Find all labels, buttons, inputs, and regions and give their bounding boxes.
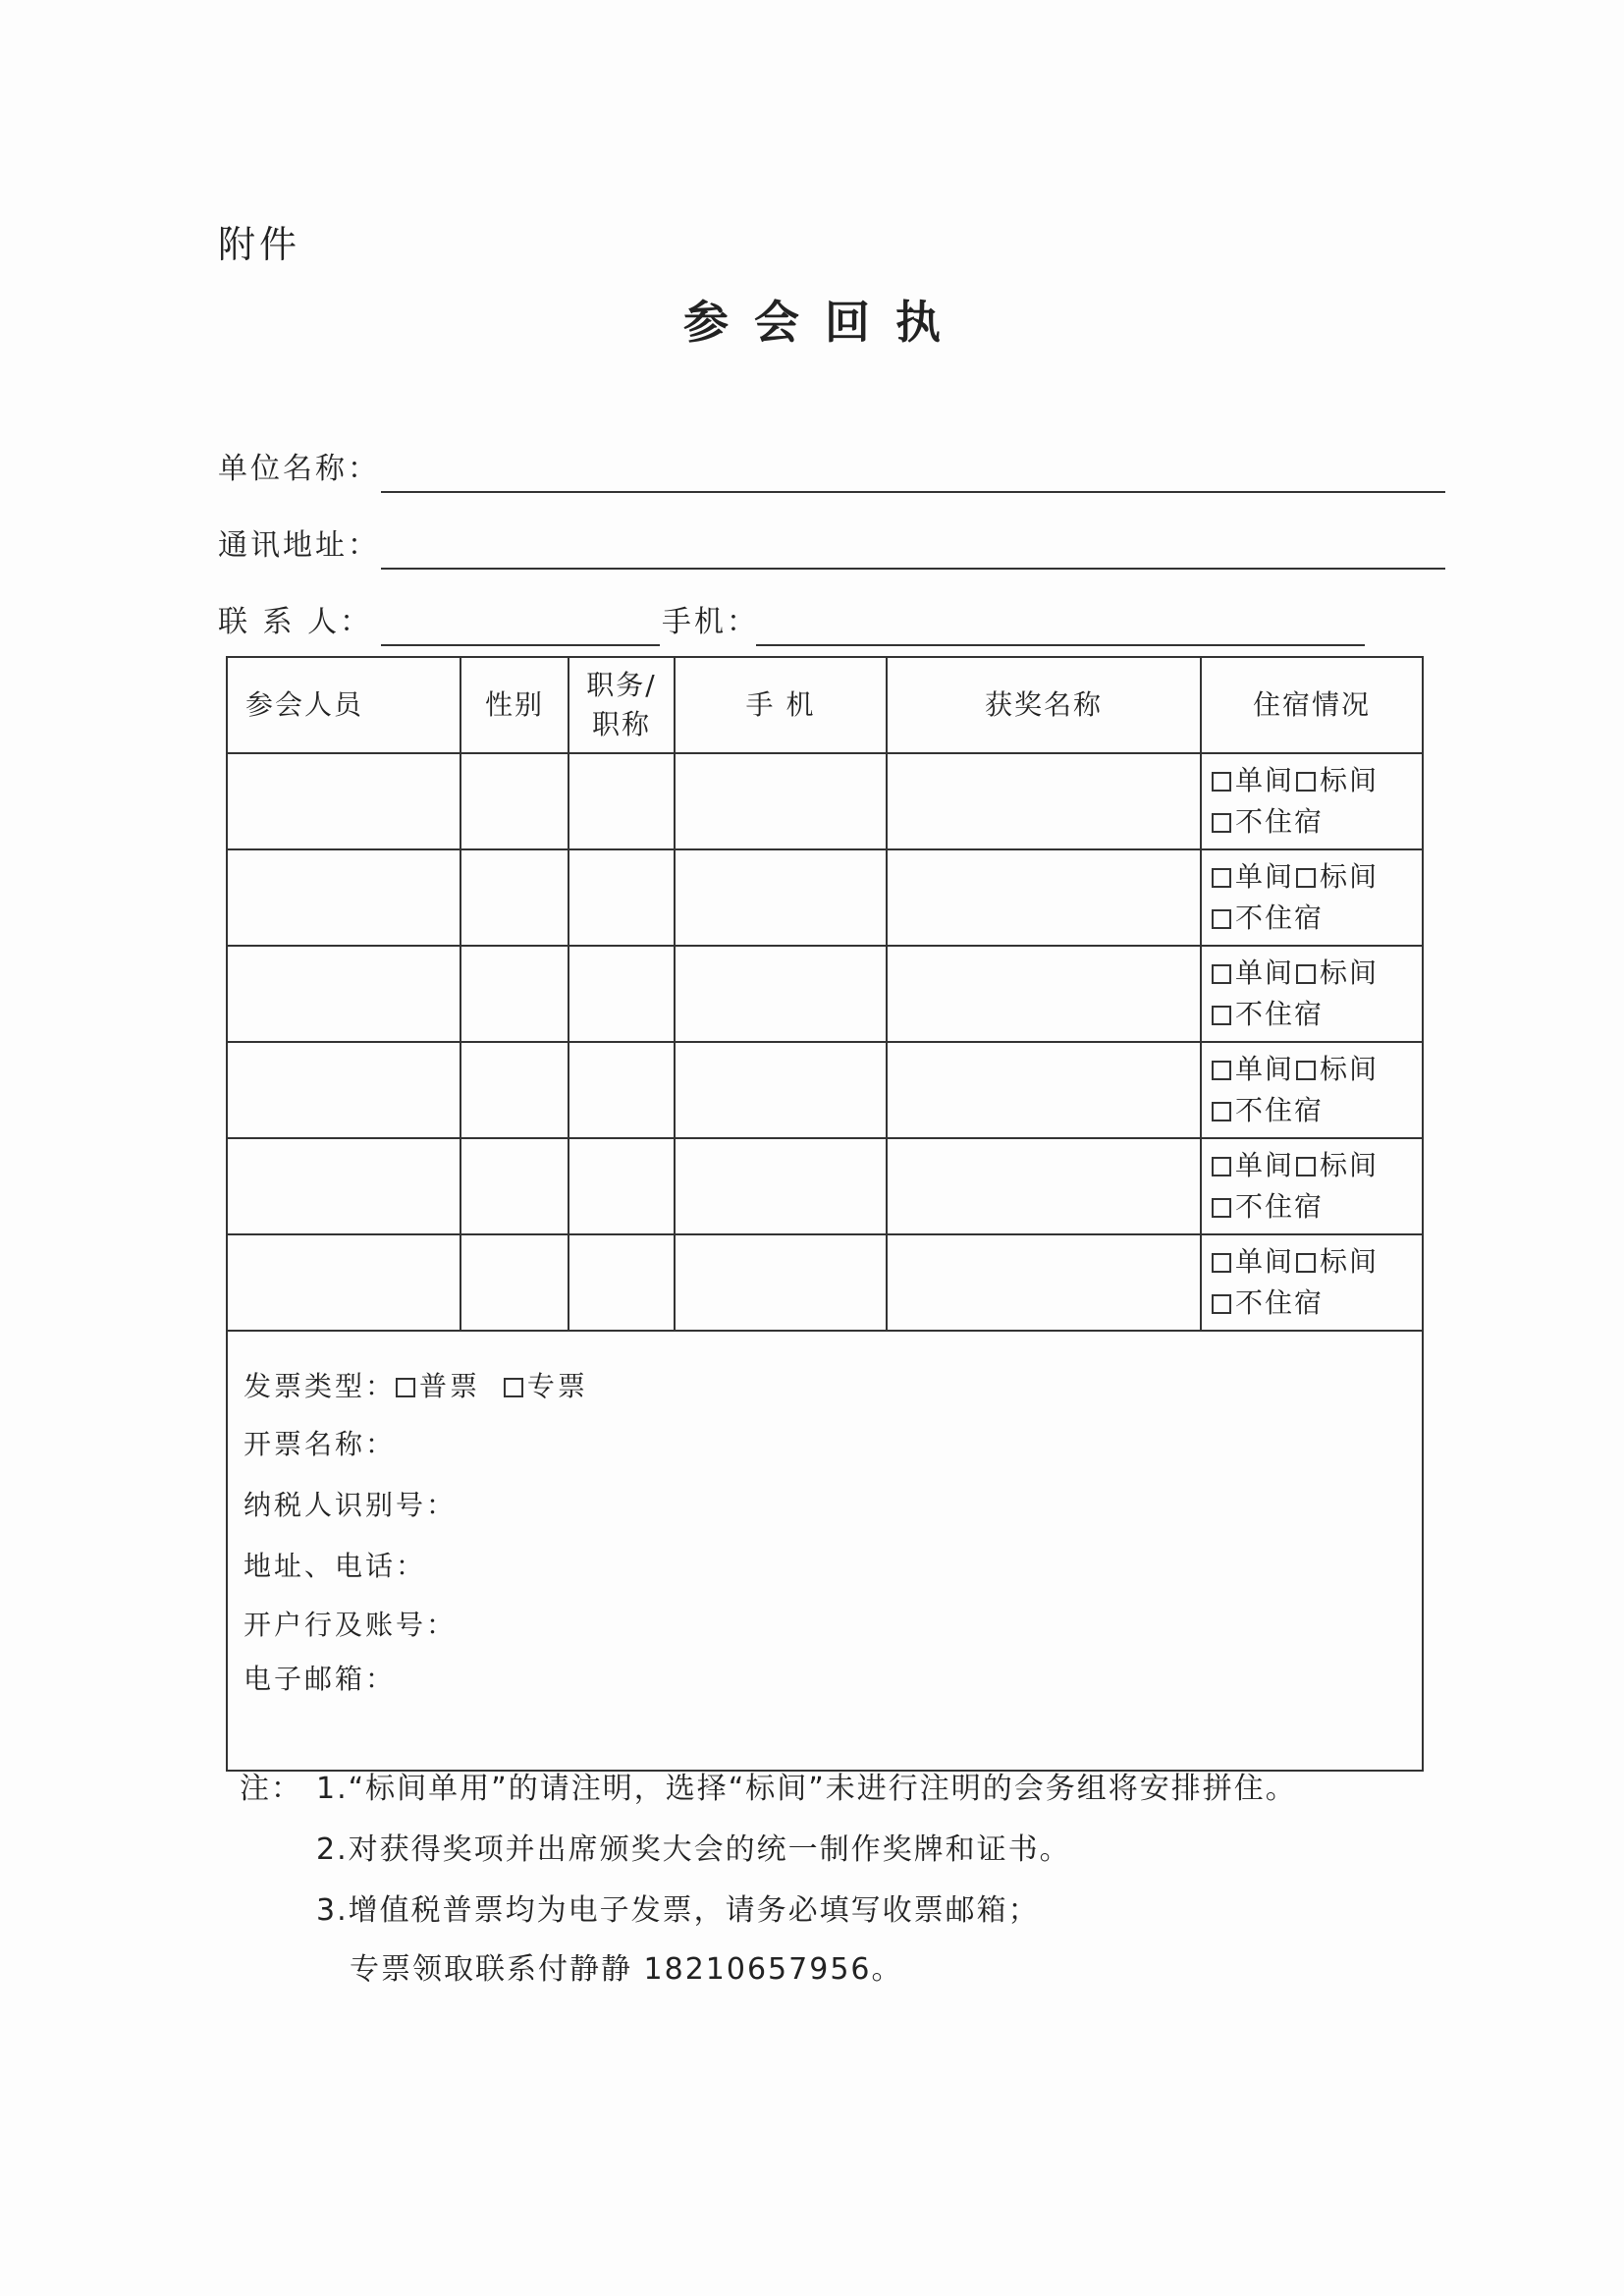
attendee-table: [226, 656, 1424, 1772]
checkbox-standard-room[interactable]: [1296, 964, 1316, 984]
checkbox-standard-room[interactable]: [1296, 868, 1316, 888]
invoice-section: [227, 1331, 1423, 1771]
lodging-standard-label: 标间: [1320, 764, 1380, 796]
mobile-cell[interactable]: [675, 946, 887, 1042]
note-item-1: 1.“标间单用”的请注明，选择“标间”未进行注明的会务组将安排拼住。: [316, 1772, 1297, 1806]
contact-field: [218, 597, 1367, 646]
lodging-cell: [1201, 1234, 1423, 1331]
table-row: [227, 1234, 1423, 1331]
checkbox-single-room[interactable]: [1212, 1061, 1231, 1080]
lodging-standard-label: 标间: [1320, 1245, 1380, 1278]
checkbox-single-room[interactable]: [1212, 772, 1231, 792]
lodging-standard-label: 标间: [1320, 860, 1380, 893]
checkbox-no-lodging[interactable]: [1212, 909, 1231, 929]
lodging-none-label: 不住宿: [1235, 902, 1325, 934]
note-item-2: 2.对获得奖项并出席颁奖大会的统一制作奖牌和证书。: [316, 1832, 1071, 1867]
position-cell[interactable]: [568, 849, 675, 946]
address-field: [218, 520, 1445, 570]
unit-name-input-line[interactable]: [381, 491, 1445, 493]
mobile-cell[interactable]: [675, 1042, 887, 1138]
gender-cell[interactable]: [460, 946, 568, 1042]
award-cell[interactable]: [887, 1042, 1201, 1138]
gender-cell[interactable]: [460, 753, 568, 849]
email-line[interactable]: 电子邮箱：: [244, 1663, 397, 1695]
lodging-cell: [1201, 1138, 1423, 1234]
award-cell[interactable]: [887, 753, 1201, 849]
attendee-cell[interactable]: [227, 849, 460, 946]
mobile-label: 手机：: [662, 605, 759, 639]
header-lodging: 住宿情况: [1201, 657, 1423, 753]
address-label: 通讯地址：: [218, 528, 380, 563]
lodging-single-label: 单间: [1235, 860, 1295, 893]
checkbox-no-lodging[interactable]: [1212, 1198, 1231, 1218]
checkbox-single-room[interactable]: [1212, 964, 1231, 984]
attendee-cell[interactable]: [227, 1138, 460, 1234]
checkbox-single-room[interactable]: [1212, 868, 1231, 888]
lodging-none-label: 不住宿: [1235, 1286, 1325, 1319]
attendee-cell[interactable]: [227, 1234, 460, 1331]
note-item-3: 3.增值税普票均为电子发票，请务必填写收票邮箱；: [316, 1893, 1040, 1928]
lodging-standard-label: 标间: [1320, 957, 1380, 989]
mobile-input-line[interactable]: [756, 644, 1365, 646]
invoice-name-line[interactable]: 开票名称：: [244, 1428, 397, 1460]
mobile-cell[interactable]: [675, 1138, 887, 1234]
bank-account-line[interactable]: 开户行及账号：: [244, 1609, 458, 1641]
lodging-cell: [1201, 849, 1423, 946]
award-cell[interactable]: [887, 1138, 1201, 1234]
address-input-line[interactable]: [381, 568, 1445, 570]
mobile-cell[interactable]: [675, 753, 887, 849]
lodging-none-label: 不住宿: [1235, 1094, 1325, 1126]
gender-cell[interactable]: [460, 1234, 568, 1331]
page-title: 参会回执: [683, 296, 966, 349]
lodging-none-label: 不住宿: [1235, 998, 1325, 1030]
attendee-cell[interactable]: [227, 1042, 460, 1138]
table-row: [227, 1042, 1423, 1138]
table-header-row: [227, 657, 1423, 753]
gender-cell[interactable]: [460, 1042, 568, 1138]
attachment-label: 附件: [218, 223, 301, 266]
checkbox-no-lodging[interactable]: [1212, 1102, 1231, 1121]
invoice-type-line: [244, 1359, 1422, 1414]
lodging-none-label: 不住宿: [1235, 805, 1325, 838]
position-cell[interactable]: [568, 1042, 675, 1138]
checkbox-standard-room[interactable]: [1296, 1253, 1316, 1273]
invoice-type-special: 专票: [526, 1370, 588, 1402]
checkbox-no-lodging[interactable]: [1212, 1294, 1231, 1314]
contact-input-line[interactable]: [381, 644, 660, 646]
table-row: [227, 946, 1423, 1042]
address-phone-line[interactable]: 地址、电话：: [244, 1550, 427, 1582]
checkbox-no-lodging[interactable]: [1212, 1006, 1231, 1025]
table-row: [227, 753, 1423, 849]
lodging-standard-label: 标间: [1320, 1053, 1380, 1085]
lodging-none-label: 不住宿: [1235, 1190, 1325, 1223]
position-cell[interactable]: [568, 1138, 675, 1234]
checkbox-single-room[interactable]: [1212, 1253, 1231, 1273]
checkbox-ordinary-invoice[interactable]: [396, 1378, 415, 1397]
header-gender: 性别: [460, 657, 568, 753]
header-position-text: 职务/职称: [586, 669, 657, 740]
lodging-cell: [1201, 753, 1423, 849]
lodging-single-label: 单间: [1235, 1053, 1295, 1085]
checkbox-standard-room[interactable]: [1296, 1157, 1316, 1176]
attendee-cell[interactable]: [227, 946, 460, 1042]
header-mobile: 手 机: [675, 657, 887, 753]
mobile-cell[interactable]: [675, 849, 887, 946]
mobile-cell[interactable]: [675, 1234, 887, 1331]
lodging-cell: [1201, 946, 1423, 1042]
position-cell[interactable]: [568, 1234, 675, 1331]
checkbox-standard-room[interactable]: [1296, 1061, 1316, 1080]
invoice-type-ordinary: 普票: [419, 1370, 481, 1402]
header-award: 获奖名称: [887, 657, 1201, 753]
tax-id-line[interactable]: 纳税人识别号：: [244, 1489, 458, 1521]
lodging-standard-label: 标间: [1320, 1149, 1380, 1181]
checkbox-no-lodging[interactable]: [1212, 813, 1231, 833]
notes-prefix: 注：: [240, 1772, 302, 1806]
lodging-single-label: 单间: [1235, 1245, 1295, 1278]
checkbox-standard-room[interactable]: [1296, 772, 1316, 792]
attendee-cell[interactable]: [227, 753, 460, 849]
award-cell[interactable]: [887, 849, 1201, 946]
unit-name-field: [218, 444, 1445, 493]
gender-cell[interactable]: [460, 1138, 568, 1234]
invoice-type-label: 发票类型：: [244, 1370, 397, 1402]
invoice-row: [227, 1331, 1423, 1771]
lodging-cell: [1201, 1042, 1423, 1138]
unit-name-label: 单位名称：: [218, 452, 380, 486]
award-cell[interactable]: [887, 1234, 1201, 1331]
note-item-3-continuation: 专票领取联系付静静 18210657956。: [350, 1952, 903, 1987]
lodging-single-label: 单间: [1235, 957, 1295, 989]
checkbox-special-invoice[interactable]: [504, 1378, 523, 1397]
header-position: [568, 657, 675, 753]
award-cell[interactable]: [887, 946, 1201, 1042]
gender-cell[interactable]: [460, 849, 568, 946]
table-row: [227, 1138, 1423, 1234]
table-row: [227, 849, 1423, 946]
checkbox-single-room[interactable]: [1212, 1157, 1231, 1176]
lodging-single-label: 单间: [1235, 1149, 1295, 1181]
position-cell[interactable]: [568, 753, 675, 849]
position-cell[interactable]: [568, 946, 675, 1042]
contact-label: 联 系 人：: [218, 605, 373, 639]
header-attendee: 参会人员: [227, 657, 460, 753]
lodging-single-label: 单间: [1235, 764, 1295, 796]
